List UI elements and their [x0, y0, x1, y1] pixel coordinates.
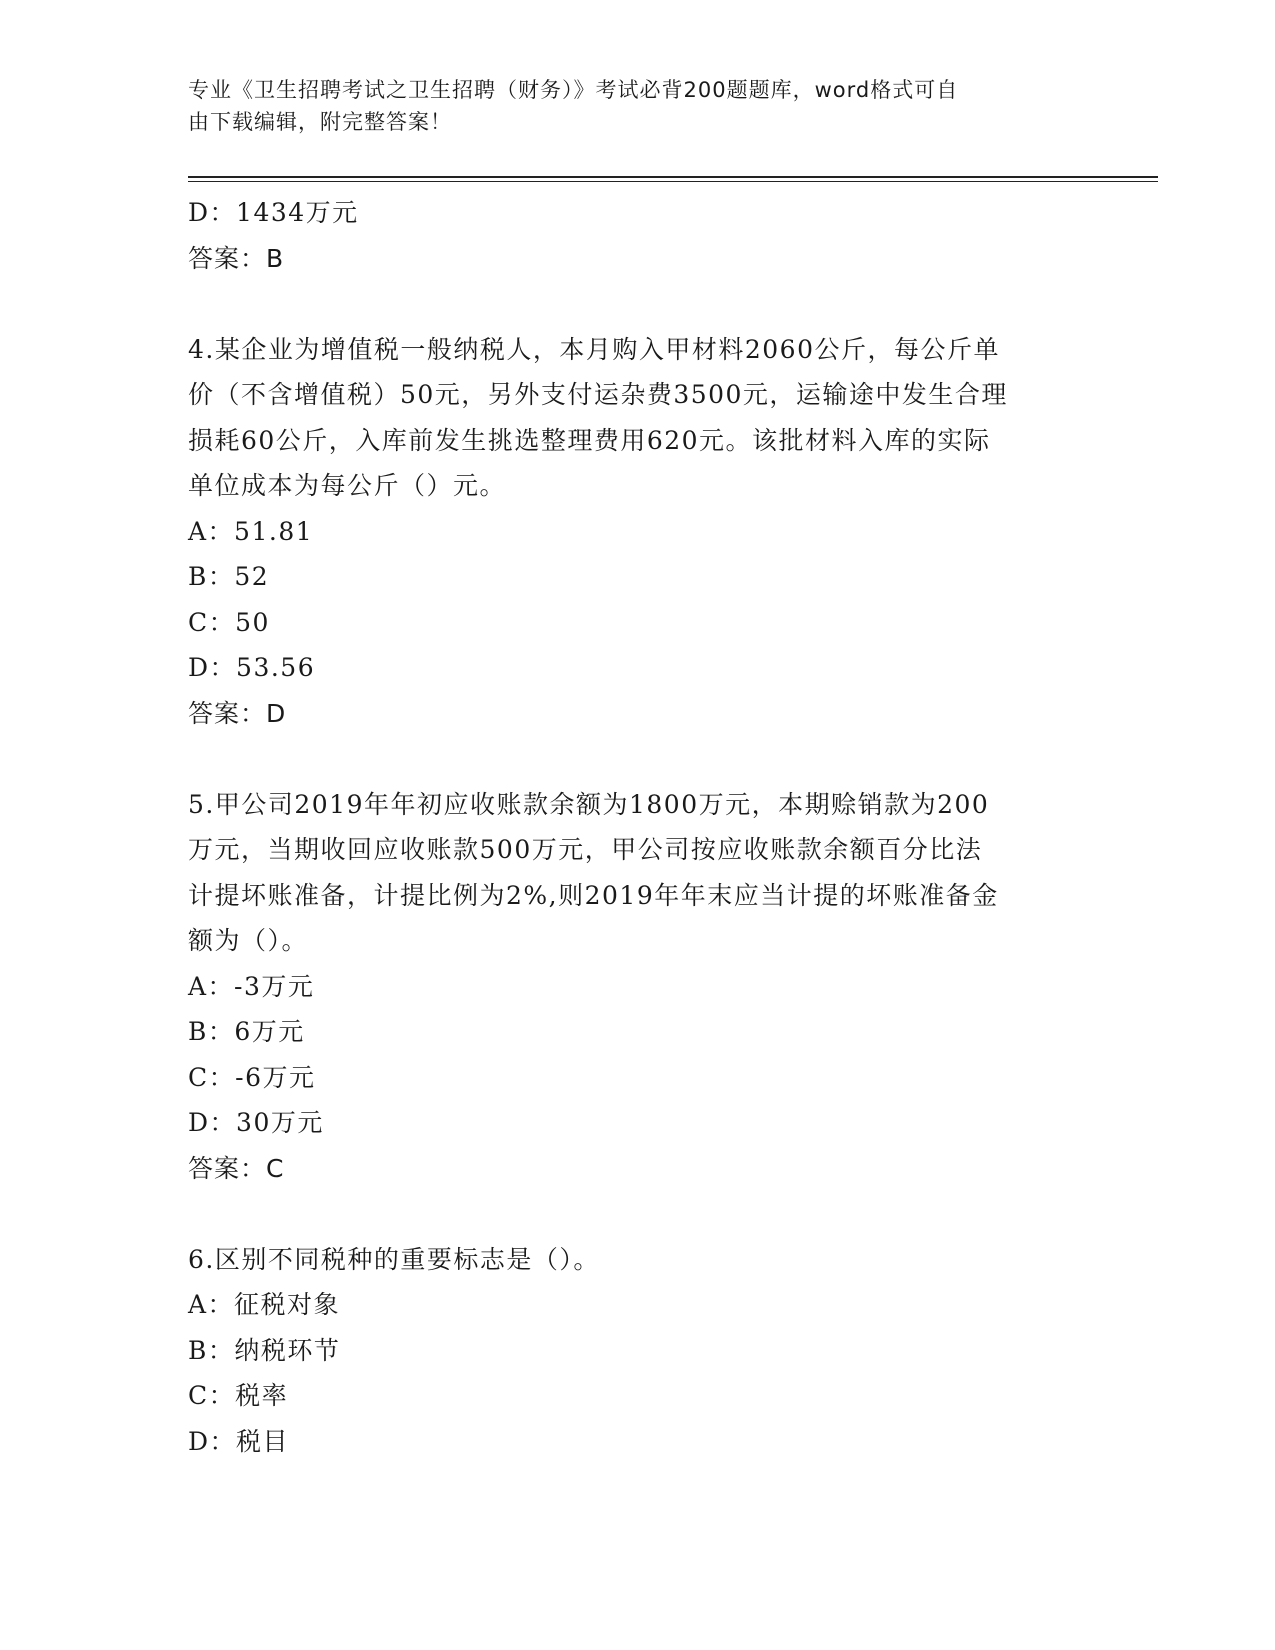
- option-c: C：50: [188, 607, 270, 637]
- spacer: [188, 1191, 1088, 1237]
- question-text-line: 价（不含增值税）50元，另外支付运杂费3500元，运输途中发生合理: [188, 380, 1008, 409]
- option-d: D：30万元: [188, 1108, 324, 1137]
- answer-line: 答案：C: [188, 1153, 285, 1183]
- header-rule-thick: [188, 176, 1158, 178]
- previous-question-tail: [188, 190, 1088, 281]
- question-5: [188, 782, 1088, 1192]
- option-b: B：52: [188, 562, 270, 591]
- option-c: C：-6万元: [188, 1062, 316, 1092]
- question-4: [188, 327, 1088, 737]
- header-line-1: 专业《卫生招聘考试之卫生招聘（财务）》考试必背200题题库，word格式可自: [188, 78, 959, 102]
- option-c: C：税率: [188, 1381, 289, 1410]
- document-header: [188, 74, 1068, 138]
- question-text-line: 损耗60公斤，入库前发生挑选整理费用620元。该批材料入库的实际: [188, 425, 991, 455]
- option-b: B：6万元: [188, 1017, 305, 1046]
- question-text-line: 万元，当期收回应收账款500万元，甲公司按应收账款余额百分比法: [188, 835, 983, 864]
- option-a: A：征税对象: [188, 1290, 341, 1319]
- answer-line: 答案：B: [188, 243, 285, 273]
- option-b: B：纳税环节: [188, 1335, 341, 1365]
- answer-line: 答案：D: [188, 698, 287, 728]
- option-a: A：51.81: [188, 516, 314, 546]
- question-content: [188, 190, 1088, 1464]
- header-line-2: 由下载编辑，附完整答案！: [188, 110, 452, 134]
- header-rule-thin: [188, 181, 1158, 182]
- spacer: [188, 281, 1088, 327]
- option-a: A：-3万元: [188, 971, 315, 1001]
- option-d: D：税目: [188, 1426, 290, 1456]
- question-text-line: 单位成本为每公斤（）元。: [188, 471, 507, 500]
- question-text-line: 计提坏账准备，计提比例为2%,则2019年年末应当计提的坏账准备金: [188, 880, 999, 910]
- question-text-line: 额为（）。: [188, 926, 309, 955]
- question-6: [188, 1237, 1088, 1465]
- question-text-line: 4.某企业为增值税一般纳税人，本月购入甲材料2060公斤，每公斤单: [188, 334, 1000, 364]
- spacer: [188, 736, 1088, 782]
- option-d: D：1434万元: [188, 198, 359, 227]
- question-text-line: 6.区别不同税种的重要标志是（）。: [188, 1244, 600, 1274]
- question-text-line: 5.甲公司2019年年初应收账款余额为1800万元，本期赊销款为200: [188, 789, 990, 819]
- option-d: D：53.56: [188, 653, 316, 682]
